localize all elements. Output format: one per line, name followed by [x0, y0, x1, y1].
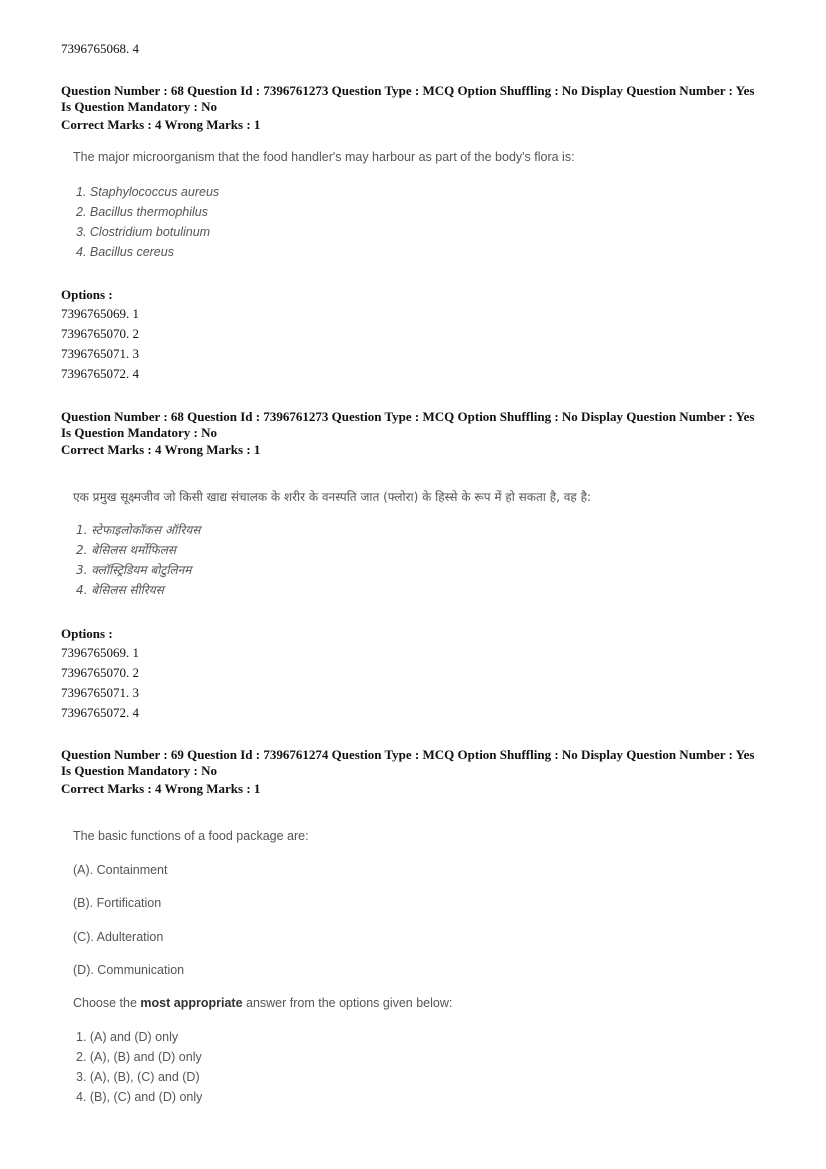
instruction-post: answer from the options given below: — [242, 996, 453, 1010]
option-id: 7396765072. 4 — [61, 705, 139, 720]
answer-choice: 2. बेसिलस थर्मोफिलस — [76, 543, 176, 557]
statement: (C). Adulteration — [73, 930, 164, 944]
statement: (A). Containment — [73, 863, 168, 877]
question-stem: The basic functions of a food package are: — [73, 829, 309, 843]
answer-choice: 3. (A), (B), (C) and (D) — [76, 1070, 200, 1084]
answer-choice: 4. बेसिलस सीरियस — [76, 583, 164, 597]
question-marks: Correct Marks : 4 Wrong Marks : 1 — [61, 117, 261, 132]
question-stem: The major microorganism that the food handler's may harbour as part of the body's flora is: — [73, 150, 575, 164]
question-stem: एक प्रमुख सूक्ष्मजीव जो किसी खाद्य संचालक के शरीर के वनस्पति जात (फ्लोरा) के हिस्से के रूप में हो सकता है, वह है: — [73, 490, 591, 504]
answer-choice: 3. क्लॉस्ट्रिडियम बोटुलिनम — [76, 563, 192, 577]
option-id: 7396765072. 4 — [61, 366, 139, 381]
answer-choice: 2. (A), (B) and (D) only — [76, 1050, 202, 1064]
question-header: Question Number : 68 Question Id : 7396761273 Question Type : MCQ Option Shuffling : No Display Question Number : Yes — [61, 409, 755, 424]
previous-option-line: 7396765068. 4 — [61, 41, 139, 56]
question-mandatory: Is Question Mandatory : No — [61, 425, 218, 440]
answer-choice: 4. Bacillus cereus — [76, 245, 174, 259]
option-id: 7396765069. 1 — [61, 645, 139, 660]
answer-choice: 4. (B), (C) and (D) only — [76, 1090, 203, 1104]
answer-choice: 1. (A) and (D) only — [76, 1030, 179, 1044]
statement: (B). Fortification — [73, 896, 162, 910]
options-label: Options : — [61, 287, 113, 302]
options-label: Options : — [61, 626, 113, 641]
answer-choice: 3. Clostridium botulinum — [76, 225, 211, 239]
statement: (D). Communication — [73, 963, 185, 977]
option-id: 7396765070. 2 — [61, 326, 139, 341]
answer-choice: 1. Staphylococcus aureus — [76, 185, 220, 199]
instruction-emphasis: most appropriate — [140, 996, 243, 1010]
option-id: 7396765070. 2 — [61, 665, 139, 680]
question-header: Question Number : 68 Question Id : 7396761273 Question Type : MCQ Option Shuffling : No Display Question Number : Yes — [61, 83, 755, 98]
answer-choice: 1. स्टेफाइलोकॉकस ऑरियस — [76, 523, 201, 537]
question-marks: Correct Marks : 4 Wrong Marks : 1 — [61, 781, 261, 796]
question-mandatory: Is Question Mandatory : No — [61, 763, 218, 778]
option-id: 7396765069. 1 — [61, 306, 139, 321]
answer-choice: 2. Bacillus thermophilus — [76, 205, 209, 219]
question-header: Question Number : 69 Question Id : 7396761274 Question Type : MCQ Option Shuffling : No Display Question Number : Yes — [61, 747, 755, 762]
question-mandatory: Is Question Mandatory : No — [61, 99, 218, 114]
option-id: 7396765071. 3 — [61, 685, 139, 700]
question-marks: Correct Marks : 4 Wrong Marks : 1 — [61, 442, 261, 457]
question-instruction — [73, 996, 452, 1010]
instruction-pre: Choose the — [73, 996, 141, 1010]
option-id: 7396765071. 3 — [61, 346, 139, 361]
